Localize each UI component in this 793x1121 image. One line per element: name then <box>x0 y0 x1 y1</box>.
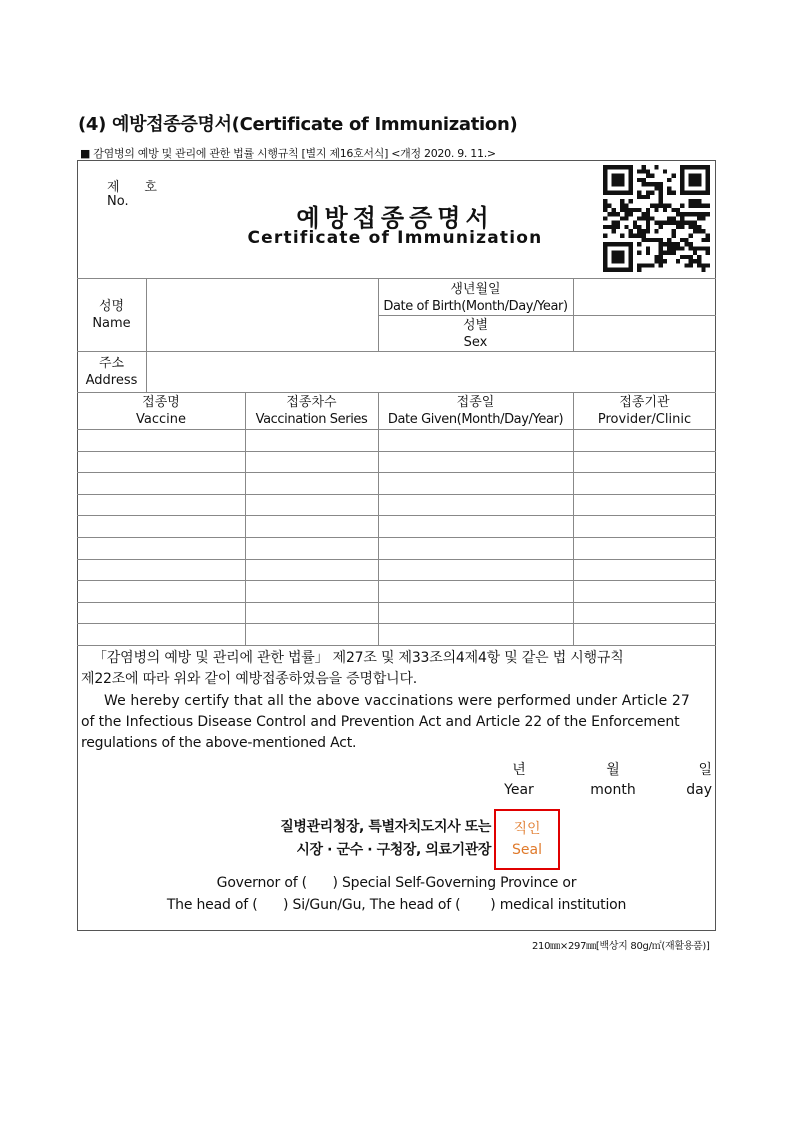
column-header-provider <box>573 394 716 428</box>
date-month <box>588 760 638 800</box>
issuer-en-line1: Governor of ( ) Special Self-Governing Province or <box>216 875 577 891</box>
column-header-ko: 접종명 <box>142 395 180 410</box>
date-year <box>494 760 544 800</box>
dob-label-ko: 생년월일 <box>450 282 501 297</box>
sex-field[interactable] <box>574 316 715 351</box>
issuer-ko-line1: 질병관리청장, 특별자치도지사 또는 <box>280 819 491 835</box>
column-header-en: Date Given(Month/Day/Year) <box>387 412 564 427</box>
page-heading: (4) 예방접종증명서(Certificate of Immunization) <box>78 114 518 135</box>
statement-ko-line2: 제22조에 따라 위와 같이 예방접종하였음을 증명합니다. <box>81 671 418 687</box>
certificate-title-ko: 예방접종증명서 <box>296 204 494 232</box>
seal-label-ko: 직인 <box>513 821 541 837</box>
table-row-divider <box>77 451 716 452</box>
qr-code-icon <box>603 165 710 272</box>
address-field[interactable] <box>147 352 715 392</box>
statement-en-line2: of the Infectious Disease Control and Prevention Act and Article 22 of the Enforcement <box>81 714 680 730</box>
column-header-en: Vaccination Series <box>255 412 368 427</box>
table-row-divider <box>77 602 716 603</box>
statement-en-line1: We hereby certify that all the above vaccinations were performed under Article 27 <box>104 693 690 709</box>
divider <box>77 392 716 393</box>
certificate-form <box>77 160 716 931</box>
divider <box>245 392 246 645</box>
column-header-ko: 접종일 <box>456 395 495 410</box>
date-year-ko: 년 <box>512 762 526 778</box>
seal-label-en: Seal <box>512 842 542 858</box>
address-label-en: Address <box>85 373 138 388</box>
name-label-en: Name <box>92 316 131 331</box>
seal-box <box>494 809 560 870</box>
name-field[interactable] <box>147 279 377 351</box>
dob-label <box>378 281 573 315</box>
table-row-divider <box>77 472 716 473</box>
date-day <box>674 760 720 800</box>
column-header-ko: 접종차수 <box>286 395 337 410</box>
dob-label-en: Date of Birth(Month/Day/Year) <box>383 299 568 314</box>
legal-basis-note: ■ 감염병의 예방 및 관리에 관한 법률 시행규칙 [별지 제16호서식] <개정 2020. 9. 11.> <box>80 147 496 160</box>
table-row-divider <box>77 623 716 624</box>
column-header-ko: 접종기관 <box>619 395 670 410</box>
address-label-ko: 주소 <box>98 356 125 371</box>
table-row-divider <box>77 537 716 538</box>
issuer-en-line2: The head of ( ) Si/Gun/Gu, The head of ( ) medical institution <box>166 897 627 913</box>
date-day-ko: 일 <box>698 762 712 778</box>
divider <box>77 429 716 430</box>
divider <box>573 392 574 645</box>
sex-label-en: Sex <box>463 335 488 350</box>
dob-field[interactable] <box>574 279 715 315</box>
sex-label <box>378 317 573 351</box>
date-day-en: day <box>686 782 712 798</box>
certificate-title-en: Certificate of Immunization <box>247 228 543 248</box>
address-label <box>77 355 146 389</box>
column-header-series <box>245 394 378 428</box>
table-row-divider <box>77 559 716 560</box>
date-year-en: Year <box>504 782 534 798</box>
column-header-vaccine <box>77 394 245 428</box>
certificate-number-label-ko: 제 호 <box>107 180 157 195</box>
column-header-en: Vaccine <box>136 412 186 427</box>
table-row-divider <box>77 515 716 516</box>
name-label <box>77 298 146 332</box>
table-row-divider <box>77 494 716 495</box>
table-row-divider <box>77 580 716 581</box>
column-header-en: Provider/Clinic <box>597 412 692 427</box>
statement-ko-line1: 「감염병의 예방 및 관리에 관한 법률」 제27조 및 제33조의4제4항 및 같은 법 시행규칙 <box>93 650 624 666</box>
paper-spec-footer: 210㎜×297㎜[백상지 80g/㎡(재활용품)] <box>532 941 710 952</box>
certificate-number-label-en: No. <box>107 194 129 209</box>
date-month-ko: 월 <box>606 762 620 778</box>
divider <box>77 645 716 646</box>
name-label-ko: 성명 <box>98 299 125 314</box>
date-month-en: month <box>590 782 636 798</box>
issuer-ko-line2: 시장 · 군수 · 구청장, 의료기관장 <box>296 842 491 858</box>
sex-label-ko: 성별 <box>462 318 489 333</box>
statement-en-line3: regulations of the above-mentioned Act. <box>81 735 357 751</box>
divider <box>378 392 379 645</box>
column-header-date <box>378 394 573 428</box>
